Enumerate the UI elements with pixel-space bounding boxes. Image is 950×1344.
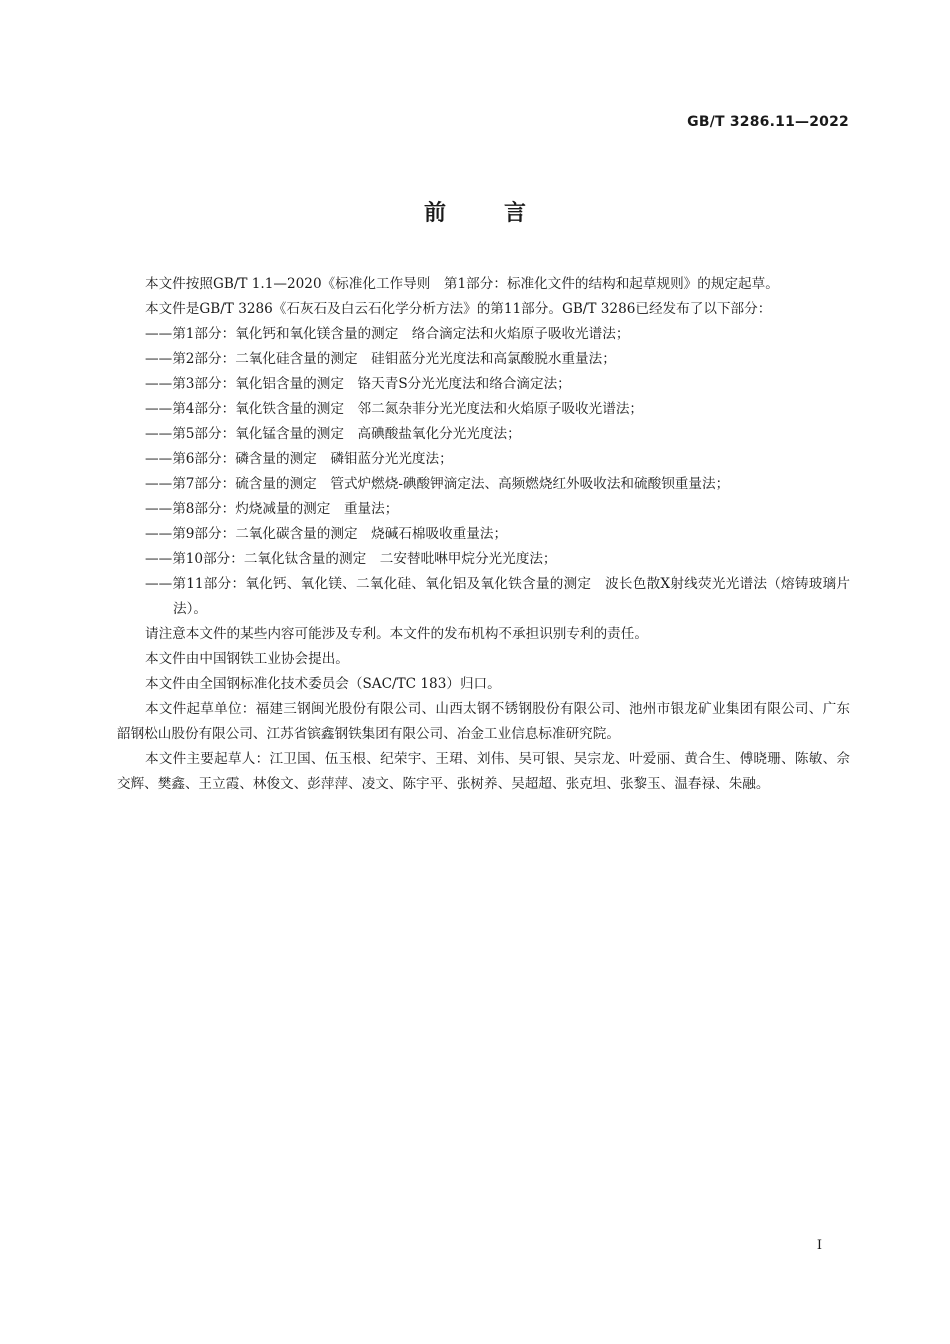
- committee-statement: 本文件由全国钢标准化技术委员会（SAC/TC 183）归口。: [145, 676, 501, 692]
- list-item: ——第8部分：灼烧减量的测定 重量法；: [145, 501, 399, 517]
- list-item: ——第4部分：氧化铁含量的测定 邻二氮杂菲分光光度法和火焰原子吸收光谱法；: [145, 401, 644, 417]
- intro-paragraph: 本文件是GB/T 3286《石灰石及白云石化学分析方法》的第11部分。GB/T 3286已经发布了以下部分：: [145, 301, 772, 317]
- page-title: 前言: [423, 201, 584, 226]
- intro-paragraph: 本文件按照GB/T 1.1—2020《标准化工作导则 第1部分：标准化文件的结构和起草规则》的规定起草。: [145, 276, 779, 292]
- proposer-statement: 本文件由中国钢铁工业协会提出。: [145, 651, 349, 667]
- list-item: ——第1部分：氧化钙和氧化镁含量的测定 络合滴定法和火焰原子吸收光谱法；: [145, 326, 630, 342]
- list-item: ——第5部分：氧化锰含量的测定 高碘酸盐氧化分光光度法；: [145, 426, 521, 442]
- list-item: ——第11部分：氧化钙、氧化镁、二氧化硅、氧化铝及氧化铁含量的测定 波长色散X射线荧光光谱法（熔铸玻璃片法）。: [145, 576, 850, 617]
- list-item: ——第6部分：磷含量的测定 磷钼蓝分光光度法；: [145, 451, 453, 467]
- parts-list: [117, 322, 850, 622]
- list-item: ——第7部分：硫含量的测定 管式炉燃烧-碘酸钾滴定法、高频燃烧红外吸收法和硫酸钡重量法；: [145, 476, 730, 492]
- list-item: ——第2部分：二氧化硅含量的测定 硅钼蓝分光光度法和高氯酸脱水重量法；: [145, 351, 616, 367]
- page-number: I: [816, 1238, 822, 1253]
- list-item: ——第9部分：二氧化碳含量的测定 烧碱石棉吸收重量法；: [145, 526, 508, 542]
- document-code: GB/T 3286.11—2022: [687, 114, 849, 130]
- foreword-body: [117, 272, 850, 797]
- list-item: ——第3部分：氧化铝含量的测定 铬天青S分光光度法和络合滴定法；: [145, 376, 571, 392]
- list-item: ——第10部分：二氧化钛含量的测定 二安替吡啉甲烷分光光度法；: [145, 551, 557, 567]
- main-drafters: 本文件主要起草人：江卫国、伍玉根、纪荣宇、王珺、刘伟、吴可银、吴宗龙、叶爱丽、黄合生、傅晓珊、陈敏、佘交辉、樊鑫、王立霞、林俊文、彭萍萍、凌文、陈宇平、张树养、吴超超、张克坦、张黎玉、温春禄、朱融。: [117, 751, 850, 792]
- patent-notice: 请注意本文件的某些内容可能涉及专利。本文件的发布机构不承担识别专利的责任。: [145, 626, 648, 642]
- drafting-units: 本文件起草单位：福建三钢闽光股份有限公司、山西太钢不锈钢股份有限公司、池州市银龙矿业集团有限公司、广东韶钢松山股份有限公司、江苏省镔鑫钢铁集团有限公司、冶金工业信息标准研究院。: [117, 701, 850, 742]
